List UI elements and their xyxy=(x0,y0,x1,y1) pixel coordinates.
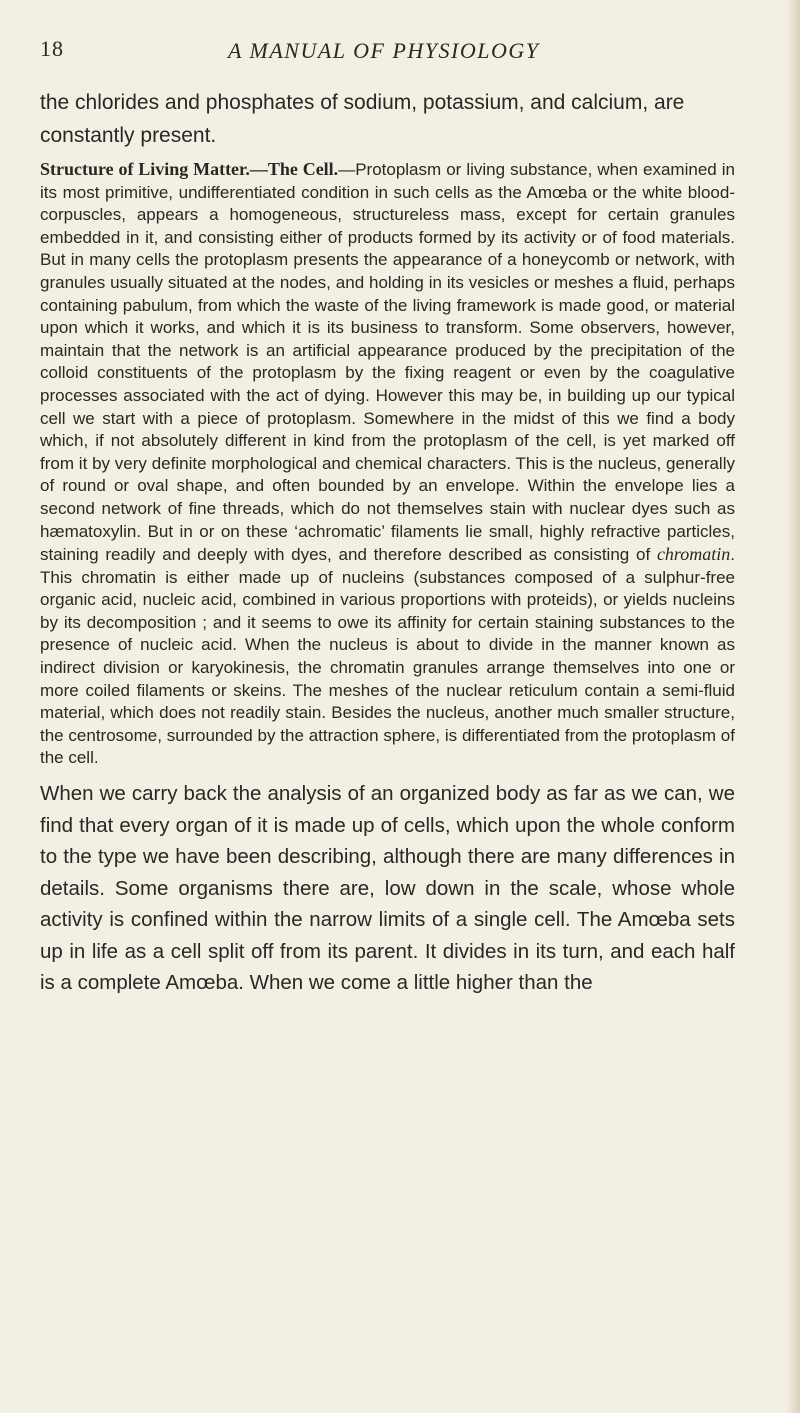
paragraph-organized-body: When we carry back the analysis of an organized body as far as we can, we find that every organ of it is made up of cells, which upon the whole conform to the type we have been describing, although there are many differences in details. Some organisms there are, low down in the scale, whose whole activity is confined within the narrow limits of a single cell. The Amœba sets up in life as a cell split off from its parent. It divides in its turn, and each half is a complete Amœba. When we come a little higher than the xyxy=(40,782,735,995)
paragraph-continuation: the chlorides and phosphates of sodium, potassium, and calcium, are constantly present. xyxy=(40,91,685,147)
page-spine-shadow xyxy=(786,0,800,1413)
paragraph-text: . This chromatin is either made up of nucleins (substances composed of a sulphur-free organic acid, nucleic acid, combined in various proportions with proteids), or yields nucleins by its decomposition ; and it seems to owe its affinity for certain staining substances to the presence of nucleic acid. When the nucleus is about to divide in the manner known as indirect division or karyokinesis, the chromatin granules arrange themselves into one or more coiled filaments or skeins. The meshes of the nuclear reticulum contain a semi-fluid material, which does not readily stain. Besides the nucleus, another much smaller structure, the centrosome, surrounded by the attraction sphere, is differentiated from the protoplasm of the cell. xyxy=(40,545,735,768)
running-title: A MANUAL OF PHYSIOLOGY xyxy=(228,38,540,63)
page-number: 18 xyxy=(40,36,64,61)
paragraph-text: —Protoplasm or living substance, when examined in its most primitive, undifferentiated condition in such cells as the Amœba or the white blood-corpuscles, appears a homogeneous, structureless mass, except for certain granules embedded in it, and consisting either of products formed by its activity or of food materials. But in many cells the protoplasm presents the appearance of a honeycomb or network, with granules usually situated at the nodes, and holding in its vesicles or meshes a fluid, perhaps containing pabulum, from which the waste of the living framework is made good, or material upon which it works, and which it is its business to transform. Some observers, however, maintain that the network is an artificial appearance produced by the precipitation of the colloid constituents of the protoplasm by the fixing reagent or even by the coagulative processes associated with the act of dying. However this may be, in building up our typical cell we start with a piece of protoplasm. Somewhere in the midst of this we find a body which, if not absolutely different in kind from the protoplasm of the cell, is yet marked off from it by very definite morphological and chemical characters. This is the nucleus, generally of round or oval shape, and often bounded by an envelope. Within the envelope lies a second network of fine threads, which do not themselves stain with nuclear dyes such as hæmatoxylin. But in or on these ‘achromatic’ filaments lie small, highly refractive particles, staining readily and deeply with dyes, and therefore described as consisting of xyxy=(40,160,735,565)
page-header xyxy=(40,36,740,66)
italic-term: chromatin xyxy=(656,544,731,565)
paragraph-structure-of-living-matter xyxy=(40,158,735,770)
body-text xyxy=(40,86,735,999)
section-heading: Structure of Living Matter.—The Cell. xyxy=(40,159,339,179)
